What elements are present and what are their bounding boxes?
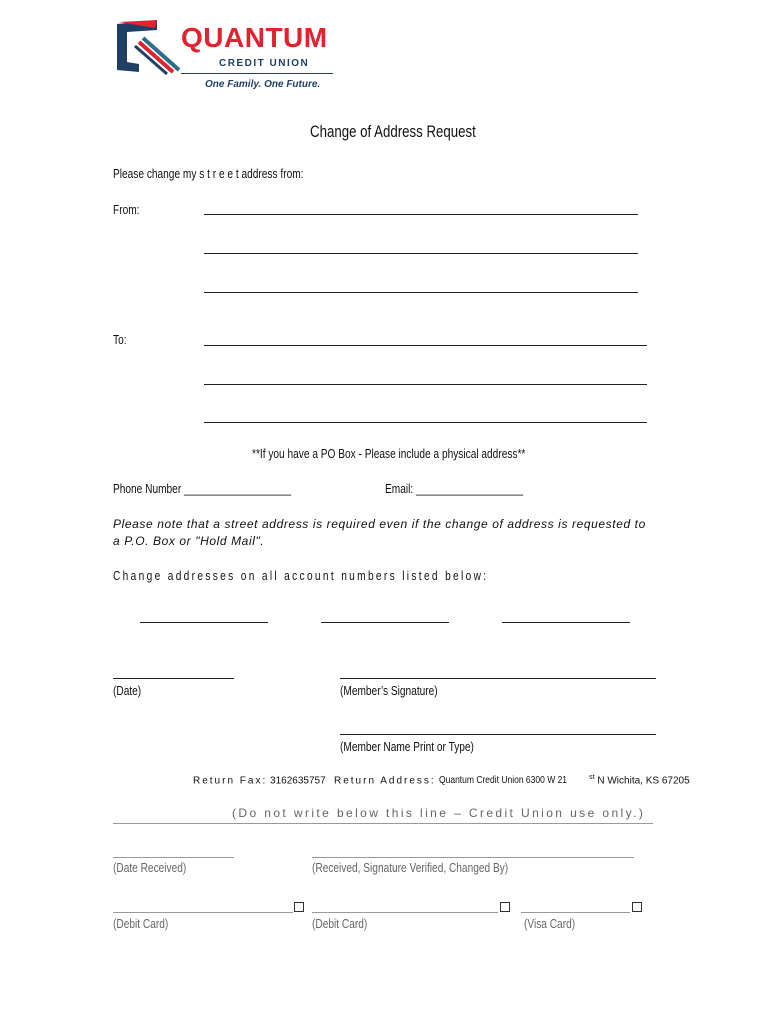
account-number-line-1[interactable] [140, 622, 268, 623]
office-use-note: (Do not write below this line – Credit Union use only.) [232, 806, 646, 820]
po-box-note: **If you have a PO Box - Please include a physical address** [252, 446, 526, 461]
email-field[interactable]: Email: ___________________ [385, 481, 524, 496]
logo-sub: CREDIT UNION [219, 58, 310, 69]
to-line-2[interactable] [204, 384, 647, 385]
return-address-post: N Wichita, KS 67205 [594, 775, 690, 787]
member-signature-line[interactable] [340, 678, 656, 679]
street-address-note: Please note that a street address is required even if the change of address is requested to a P.O. Box or "Hold Mail". [113, 517, 646, 548]
to-label: To: [113, 332, 127, 347]
return-fax-label: Return Fax: [193, 775, 268, 787]
logo-name: QUANTUM [181, 22, 328, 53]
accounts-heading: Change addresses on all account numbers listed below: [113, 568, 489, 583]
return-address-label: Return Address: [334, 775, 436, 787]
debit-card-line-1[interactable] [113, 912, 293, 913]
from-line-3[interactable] [204, 292, 638, 293]
debit-card-checkbox-2[interactable] [500, 902, 510, 912]
account-number-line-3[interactable] [502, 622, 630, 623]
logo-tagline: One Family. One Future. [205, 79, 321, 90]
date-received-line[interactable] [113, 857, 234, 858]
member-signature-label: (Member’s Signature) [340, 683, 438, 698]
visa-card-checkbox[interactable] [632, 902, 642, 912]
from-label: From: [113, 202, 140, 217]
date-line[interactable] [113, 678, 234, 679]
logo [113, 16, 353, 96]
visa-card-label: (Visa Card) [524, 916, 576, 931]
received-by-line[interactable] [312, 857, 634, 858]
phone-number-field[interactable]: Phone Number ___________________ [113, 481, 292, 496]
return-info [193, 774, 690, 786]
quantum-logo-mark [113, 16, 183, 76]
return-address-pre: Quantum Credit Union 6300 W 21 [438, 775, 567, 787]
from-line-2[interactable] [204, 253, 638, 254]
return-fax-number: 3162635757 [270, 775, 326, 787]
member-name-label: (Member Name Print or Type) [340, 739, 474, 754]
page-title: Change of Address Request [310, 122, 476, 141]
debit-card-checkbox-1[interactable] [294, 902, 304, 912]
intro-text: Please change my s t r e e t address from: [113, 166, 304, 181]
member-name-line[interactable] [340, 734, 656, 735]
office-use-divider [113, 823, 653, 824]
date-label: (Date) [113, 683, 142, 698]
to-line-3[interactable] [204, 422, 647, 423]
return-address-sup: st [589, 774, 595, 781]
visa-card-line[interactable] [521, 912, 630, 913]
account-number-line-2[interactable] [321, 622, 449, 623]
debit-card-line-2[interactable] [312, 912, 498, 913]
date-received-label: (Date Received) [113, 860, 187, 875]
to-line-1[interactable] [204, 345, 647, 346]
received-by-label: (Received, Signature Verified, Changed By) [312, 860, 509, 875]
debit-card-label-1: (Debit Card) [113, 916, 169, 931]
debit-card-label-2: (Debit Card) [312, 916, 368, 931]
from-line-1[interactable] [204, 214, 638, 215]
